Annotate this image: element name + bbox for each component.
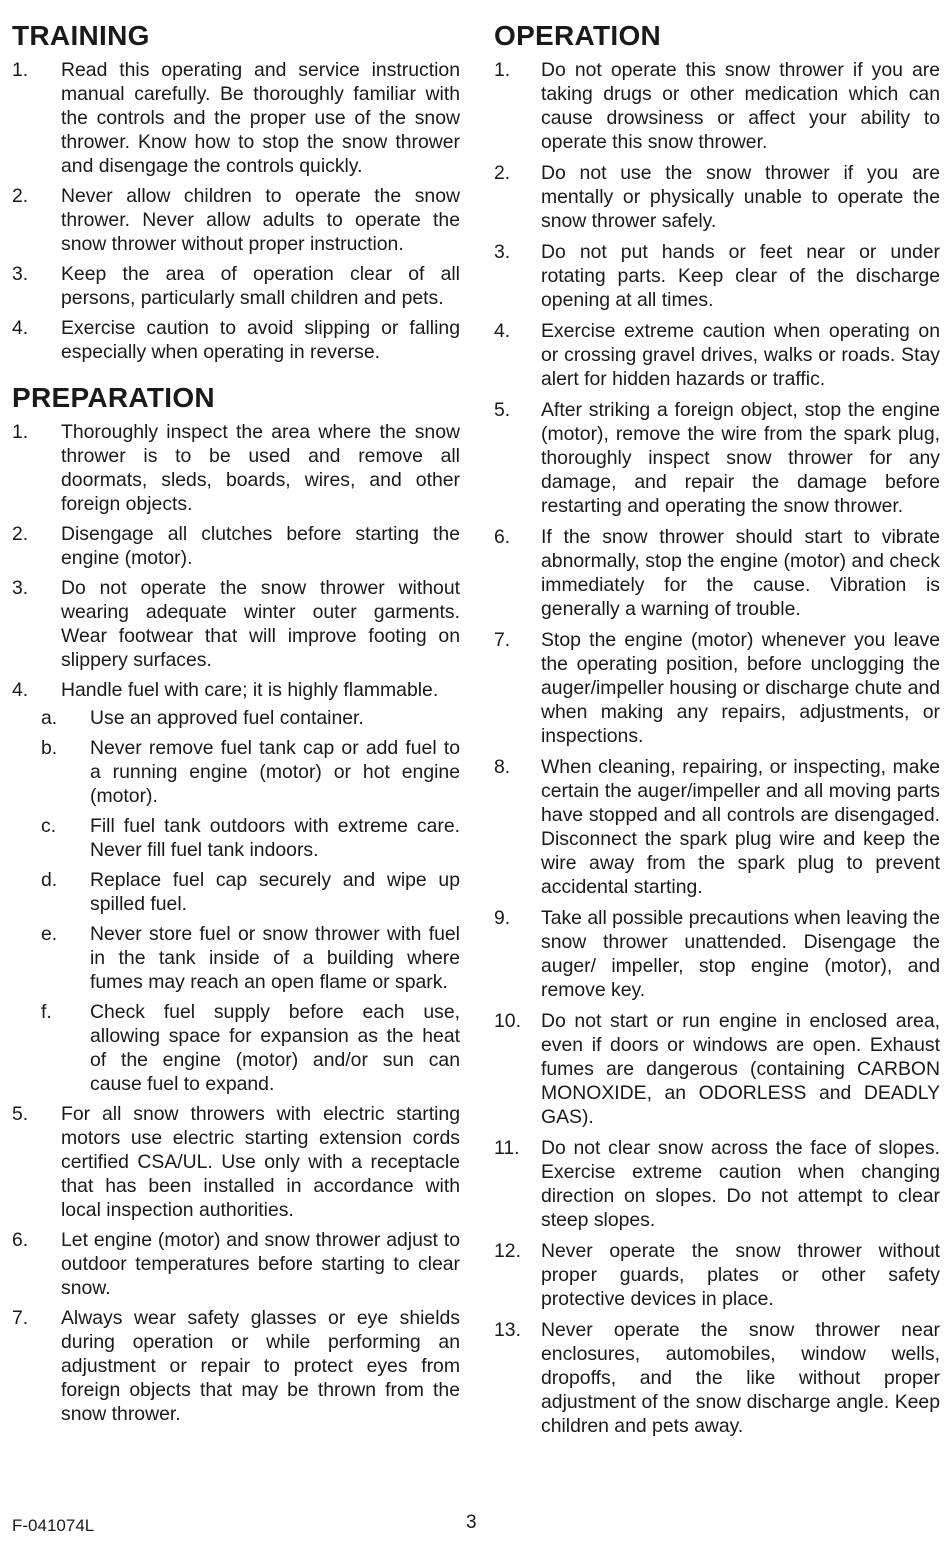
item-text: Disengage all clutches before starting the engine (motor).: [61, 523, 460, 569]
sub-item-letter: e.: [41, 923, 58, 945]
list-item: [494, 1318, 940, 1438]
sub-item-text: Never store fuel or snow thrower with fuel in the tank inside of a building where fumes may reach an open flame or spark.: [90, 923, 460, 993]
list-item: [12, 522, 460, 570]
item-number: 2.: [494, 162, 511, 184]
item-text: After striking a foreign object, stop the engine (motor), remove the wire from the spark plug, thoroughly inspect snow thrower for any damage, and repair the damage before restarting and operating the snow thrower.: [541, 399, 940, 517]
sub-item-letter: c.: [41, 815, 57, 837]
item-number: 4.: [12, 679, 29, 701]
item-text: Never operate the snow thrower without proper guards, plates or other safety protective devices in place.: [541, 1240, 940, 1310]
right-column: [494, 20, 940, 1445]
list-item: [494, 58, 940, 154]
sub-item-text: Replace fuel cap securely and wipe up spilled fuel.: [90, 869, 460, 915]
document-code: F-041074L: [12, 1516, 95, 1535]
item-number: 3.: [12, 263, 29, 285]
list-item: [494, 755, 940, 899]
sub-item-letter: f.: [41, 1001, 52, 1023]
list-item: [494, 906, 940, 1002]
item-text: Let engine (motor) and snow thrower adjust to outdoor temperatures before starting to clear snow.: [61, 1229, 460, 1299]
preparation-list: [12, 420, 460, 1426]
item-number: 1.: [12, 421, 29, 443]
item-number: 4.: [494, 320, 511, 342]
sub-item-text: Use an approved fuel container.: [90, 707, 364, 729]
sub-item-letter: b.: [41, 737, 58, 759]
list-item: [494, 319, 940, 391]
sub-item-letter: d.: [41, 869, 58, 891]
item-text: Do not put hands or feet near or under rotating parts. Keep clear of the discharge opening at all times.: [541, 241, 940, 311]
item-number: 7.: [12, 1307, 29, 1329]
sub-item-text: Fill fuel tank outdoors with extreme care. Never fill fuel tank indoors.: [90, 815, 460, 861]
item-text: For all snow throwers with electric starting motors use electric starting extension cords certified CSA/UL. Use only with a receptacle that has been installed in accordance with local inspection authorities.: [61, 1103, 460, 1221]
item-number: 1.: [12, 59, 29, 81]
list-item: [12, 58, 460, 178]
list-item: [494, 161, 940, 233]
item-text: Keep the area of operation clear of all persons, particularly small children and pets.: [61, 263, 460, 309]
item-text: Exercise caution to avoid slipping or falling especially when operating in reverse.: [61, 317, 460, 363]
item-number: 2.: [12, 523, 29, 545]
sub-list-item: [41, 1000, 460, 1096]
item-number: 8.: [494, 756, 511, 778]
item-number: 1.: [494, 59, 511, 81]
training-heading: TRAINING: [12, 20, 150, 51]
item-text: Take all possible precautions when leaving the snow thrower unattended. Disengage the auger/ impeller, stop engine (motor), and remove key.: [541, 907, 940, 1001]
item-text: Never operate the snow thrower near enclosures, automobiles, window wells, dropoffs, and the like without proper adjustment of the snow discharge angle. Keep children and pets away.: [541, 1319, 940, 1437]
item-text: Handle fuel with care; it is highly flammable.: [61, 679, 439, 701]
item-text: Stop the engine (motor) whenever you leave the operating position, before unclogging the auger/impeller housing or discharge chute and when making any repairs, adjustments, or inspections.: [541, 629, 940, 747]
item-text: Read this operating and service instruction manual carefully. Be thoroughly familiar with the controls and the proper use of the snow thrower. Know how to stop the snow thrower and disengage the controls quickly.: [61, 59, 460, 177]
list-item: [12, 576, 460, 672]
list-item: [12, 1306, 460, 1426]
item-text: Do not use the snow thrower if you are mentally or physically unable to operate the snow thrower safely.: [541, 162, 940, 232]
item-text: Thoroughly inspect the area where the snow thrower is to be used and remove all doormats, sleds, boards, wires, and other foreign objects.: [61, 421, 460, 515]
list-item: [494, 525, 940, 621]
sub-list-item: [41, 922, 460, 994]
item-number: 10.: [494, 1010, 521, 1032]
list-item: [494, 1009, 940, 1129]
list-item: [494, 628, 940, 748]
sub-list-item: [41, 814, 460, 862]
item-number: 11.: [494, 1137, 520, 1159]
item-text: When cleaning, repairing, or inspecting, make certain the auger/impeller and all moving parts have stopped and all controls are disengaged. Disconnect the spark plug wire and keep the wire away from the spark plug to prevent accidental starting.: [541, 756, 940, 898]
list-item: [12, 1102, 460, 1222]
item-text: Do not clear snow across the face of slopes. Exercise extreme caution when changing direction on slopes. Do not attempt to clear steep slopes.: [541, 1137, 940, 1231]
list-item: [12, 1228, 460, 1300]
page-number: 3: [466, 1512, 477, 1533]
item-number: 7.: [494, 629, 511, 651]
list-item: [12, 678, 460, 1096]
item-number: 2.: [12, 185, 29, 207]
operation-heading: OPERATION: [494, 20, 662, 51]
list-item: [494, 1239, 940, 1311]
item-number: 5.: [12, 1103, 29, 1125]
item-number: 13.: [494, 1319, 521, 1341]
sub-list-item: [41, 868, 460, 916]
item-number: 12.: [494, 1240, 521, 1262]
training-list: [12, 58, 460, 364]
item-text: If the snow thrower should start to vibrate abnormally, stop the engine (motor) and check immediately for the cause. Vibration is generally a warning of trouble.: [541, 526, 940, 620]
list-item: [12, 262, 460, 310]
item-text: Always wear safety glasses or eye shields during operation or while performing an adjustment or repair to protect eyes from foreign objects that may be thrown from the snow thrower.: [61, 1307, 460, 1425]
preparation-heading: PREPARATION: [12, 382, 215, 413]
item-number: 6.: [494, 526, 511, 548]
item-text: Exercise extreme caution when operating on or crossing gravel drives, walks or roads. Stay alert for hidden hazards or traffic.: [541, 320, 940, 390]
operation-list: [494, 58, 940, 1438]
training-section: [12, 20, 460, 364]
left-column: [12, 20, 460, 1432]
item-number: 3.: [12, 577, 29, 599]
item-text: Never allow children to operate the snow thrower. Never allow adults to operate the snow thrower without proper instruction.: [61, 185, 460, 255]
sub-list-item: [41, 706, 460, 730]
sub-item-text: Check fuel supply before each use, allowing space for expansion as the heat of the engine (motor) and/or sun can cause fuel to expand.: [90, 1001, 460, 1095]
item-text: Do not operate this snow thrower if you are taking drugs or other medication which can cause drowsiness or affect your ability to operate this snow thrower.: [541, 59, 940, 153]
item-number: 5.: [494, 399, 511, 421]
list-item: [12, 316, 460, 364]
operation-section: [494, 20, 940, 1438]
preparation-section: [12, 382, 460, 1426]
list-item: [494, 1136, 940, 1232]
item-number: 3.: [494, 241, 511, 263]
list-item: [494, 240, 940, 312]
item-number: 9.: [494, 907, 511, 929]
item-text: Do not operate the snow thrower without wearing adequate winter outer garments. Wear footwear that will improve footing on slippery surfaces.: [61, 577, 460, 671]
sub-item-letter: a.: [41, 707, 58, 729]
item-text: Do not start or run engine in enclosed area, even if doors or windows are open. Exhaust fumes are dangerous (containing CARBON MONOXIDE, an ODORLESS and DEADLY GAS).: [541, 1010, 940, 1128]
fuel-sublist: [41, 706, 460, 1096]
list-item: [12, 420, 460, 516]
list-item: [12, 184, 460, 256]
item-number: 6.: [12, 1229, 29, 1251]
sub-item-text: Never remove fuel tank cap or add fuel to a running engine (motor) or hot engine (motor).: [90, 737, 460, 807]
sub-list-item: [41, 736, 460, 808]
list-item: [494, 398, 940, 518]
item-number: 4.: [12, 317, 29, 339]
